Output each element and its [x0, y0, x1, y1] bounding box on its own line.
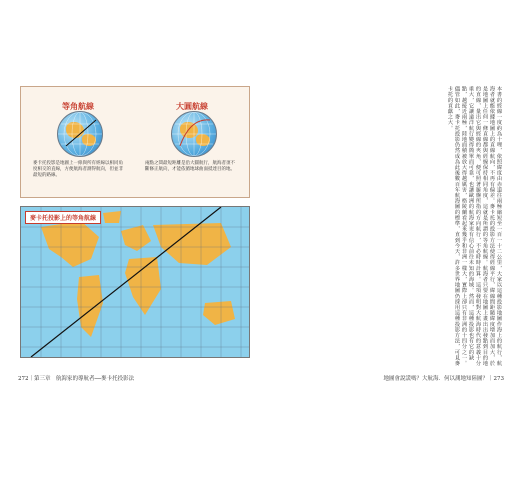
left-page-footer: 272｜第三章 航海家的導航者──麥卡托投影法: [18, 376, 135, 382]
right-page: [266, 86, 508, 396]
globe-figure: [20, 86, 250, 198]
great-circle-globe-illustration: [171, 111, 217, 157]
rhumb-caption: 麥卡托投影是地圖上一條與所有經線以相同角度相交的直線，方便航海者測得航向，但並非最短的路線。: [33, 161, 123, 178]
body-text: 本書的經線一度約為十哩，依照緯度由赤道往兩極縮短至一百一十二公里，大家以這種投影地圖作海上的航行，航海者就能依據地圖上的直線航向，不再有偏差。麥卡托的投影方法使得經線平行，緯線間距隨緯度增加而加大，於是地圖上任何一條直線都與經線保持相同角度，這就是所謂的等角航線。航海者只要在地圖上畫出出發點到目的地的直線，量出它與經線的夾角，便可照著羅盤所指的方向航行，不必時時計算。這項發明對大航海時代的意義十分重大，它讓遠洋航行變得簡單而可靠，也讓歐洲的航海家更有信心前往未知的海域。然而，這種投影也有它的缺點，越接近兩極，陸地面積被放大得越厲害，格陵蘭看起來幾乎和非洲一樣大，實際上卻只有非洲的十四分之一。儘管如此，麥卡托投影仍然成為此後數百年航海圖的標準，直到今天，許多世界地圖仍採用這種投影方法，可見麥卡托的貢獻之大。: [447, 86, 502, 366]
rhumb-line-title: 等角航線: [62, 102, 94, 111]
left-page: [14, 86, 256, 396]
mercator-world-map: [20, 206, 250, 358]
right-page-footer: 地圖會說謊嗎？大航海．何以測地知陸圖？｜273: [383, 376, 504, 382]
rhumb-globe-illustration: [57, 111, 103, 157]
great-circle-caption: 兩點之間最短距離是沿大圓航行，航海者須不斷修正航向，才能依循地球曲面抵達目的地。: [145, 161, 235, 172]
map-label: 麥卡托投影上的等角航線: [25, 211, 101, 224]
great-circle-title: 大圓航線: [176, 102, 208, 111]
